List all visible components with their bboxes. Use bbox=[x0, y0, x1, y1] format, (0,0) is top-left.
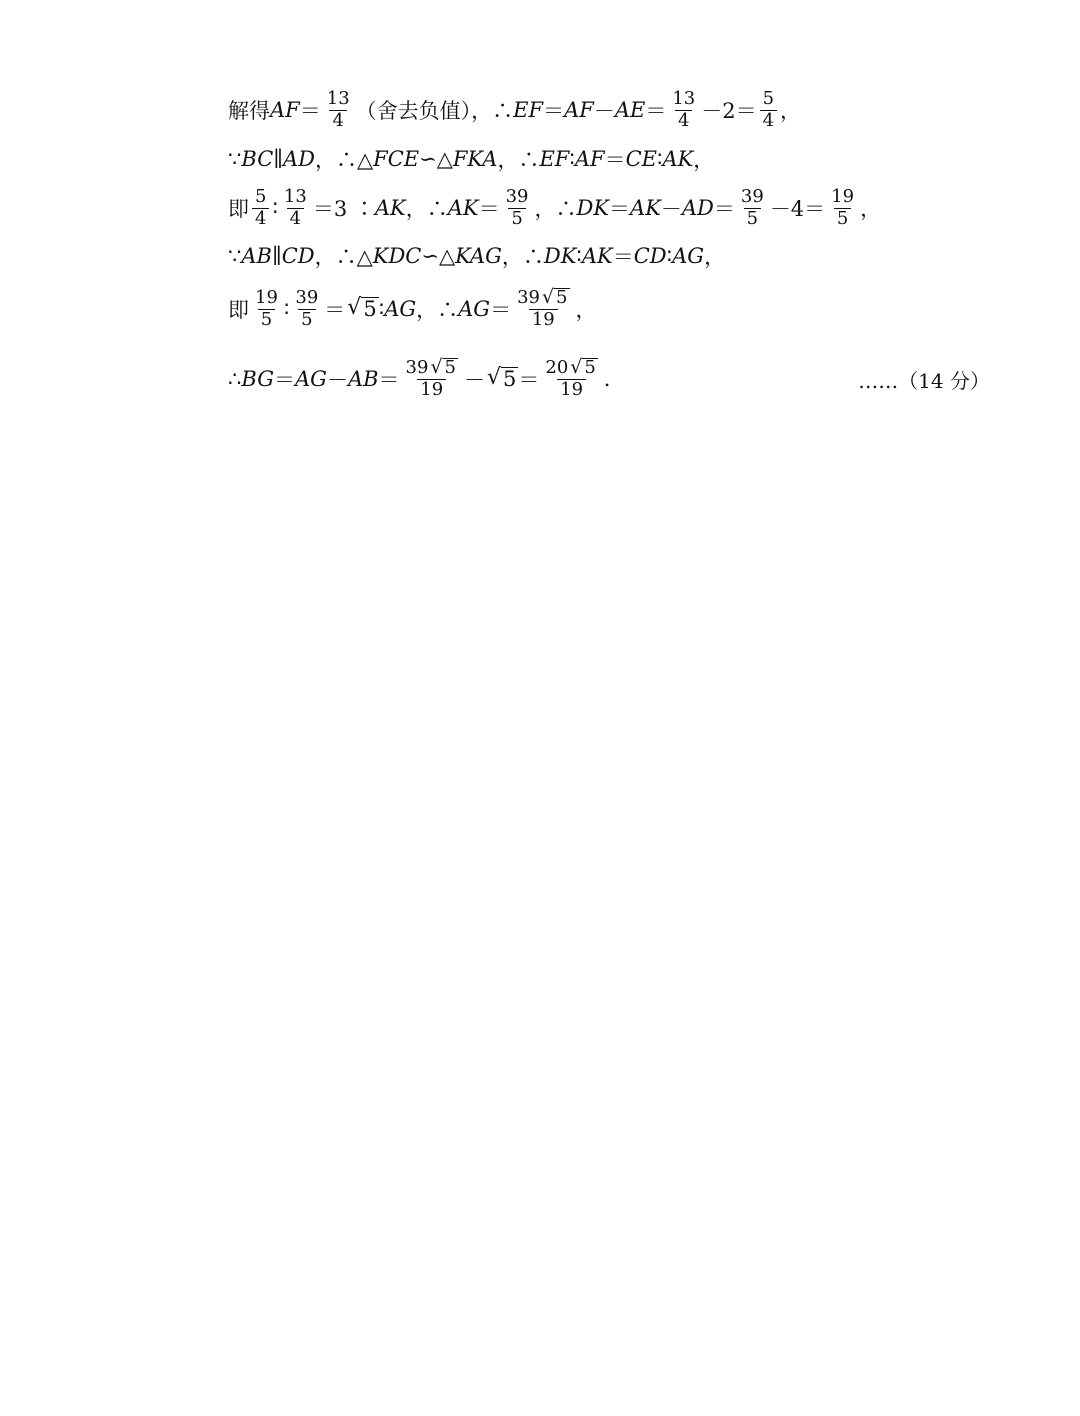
solution-line-4 bbox=[228, 232, 990, 280]
math-text: ，∴△ bbox=[314, 148, 374, 172]
numerator: 5 bbox=[762, 87, 775, 109]
fraction bbox=[503, 187, 532, 229]
solution-line-2 bbox=[228, 135, 990, 183]
math-text: ∶ bbox=[576, 244, 582, 268]
numerator: 39 bbox=[505, 185, 529, 207]
math-text: － bbox=[660, 197, 682, 221]
math-text: －4＝ bbox=[769, 197, 826, 221]
math-text: ＝ bbox=[273, 368, 295, 392]
fraction bbox=[738, 187, 767, 229]
numerator: 19 bbox=[255, 286, 278, 308]
numerator bbox=[403, 355, 461, 379]
math-variable: AF bbox=[564, 98, 594, 122]
math-variable: DK bbox=[576, 196, 610, 220]
fraction bbox=[252, 187, 269, 229]
math-text: ＝ bbox=[324, 298, 346, 322]
denominator: 4 bbox=[287, 208, 304, 230]
math-text: ＝ bbox=[713, 197, 735, 221]
score-note: ……（14 分） bbox=[858, 368, 990, 393]
numerator bbox=[542, 355, 600, 379]
math-text: ， bbox=[575, 298, 597, 322]
denominator: 5 bbox=[744, 208, 761, 230]
numerator-coefficient: 39 bbox=[517, 286, 540, 308]
math-variable: AF bbox=[574, 147, 605, 171]
radical-sign: √ bbox=[347, 295, 362, 321]
math-text: ，∴ bbox=[416, 298, 459, 322]
math-text: ，∴△ bbox=[314, 245, 373, 269]
numerator: 13 bbox=[283, 185, 307, 207]
math-text: ∥ bbox=[271, 244, 282, 268]
math-text: ，∴ bbox=[534, 197, 577, 221]
denominator: 4 bbox=[760, 110, 777, 132]
math-variable: AK bbox=[581, 244, 613, 268]
math-text: ＝3 ∶ bbox=[312, 197, 375, 221]
math-text: ＝ bbox=[490, 298, 512, 322]
math-text: － bbox=[593, 99, 615, 123]
math-variable: AK bbox=[662, 147, 694, 171]
math-text: ∵ bbox=[228, 244, 242, 268]
math-variable: EF bbox=[539, 147, 570, 171]
math-text: ∶ bbox=[656, 147, 663, 171]
math-variable: FCE bbox=[373, 147, 420, 171]
math-variable: AD bbox=[282, 147, 315, 171]
math-text: ＝ bbox=[478, 197, 500, 221]
denominator: 19 bbox=[557, 379, 586, 401]
math-text: 解得 bbox=[228, 99, 270, 123]
math-text: ∥ bbox=[273, 147, 283, 171]
math-text: ＝ bbox=[645, 99, 667, 123]
math-text: 即 bbox=[228, 197, 249, 221]
math-text: ， bbox=[780, 99, 802, 123]
math-variable: CD bbox=[633, 244, 667, 268]
math-text: ∶ bbox=[283, 297, 290, 321]
numerator: 5 bbox=[255, 185, 267, 207]
math-text: ， bbox=[860, 197, 882, 221]
math-text: ，∴ bbox=[501, 245, 544, 269]
fraction bbox=[828, 187, 857, 229]
math-variable: CE bbox=[625, 147, 657, 171]
sqrt-4-11 bbox=[542, 285, 570, 308]
numerator-coefficient: 20 bbox=[545, 356, 569, 378]
math-text: － bbox=[463, 368, 485, 392]
math-text: ∶ bbox=[666, 244, 673, 268]
radicand: 5 bbox=[556, 286, 568, 308]
math-text: ＝ bbox=[518, 368, 540, 392]
radicand: 5 bbox=[503, 367, 517, 392]
sqrt-5-11 bbox=[570, 355, 598, 378]
denominator: 5 bbox=[298, 309, 315, 331]
numerator bbox=[514, 285, 572, 309]
sqrt-4-5 bbox=[347, 297, 378, 320]
math-text: ＝ bbox=[299, 99, 321, 123]
solution-line-1 bbox=[228, 86, 990, 134]
radicand: 5 bbox=[584, 356, 596, 378]
math-text: －2＝ bbox=[701, 99, 757, 123]
fraction bbox=[542, 355, 600, 400]
math-variable: BG bbox=[241, 367, 274, 391]
numerator: 13 bbox=[672, 87, 696, 109]
sqrt-5-9 bbox=[487, 367, 518, 390]
math-text: ，∴ bbox=[497, 148, 540, 172]
math-text: ，∴ bbox=[405, 197, 448, 221]
radical-sign: √ bbox=[486, 365, 502, 391]
denominator: 5 bbox=[258, 309, 275, 331]
denominator: 5 bbox=[508, 208, 525, 230]
numerator: 39 bbox=[295, 286, 319, 308]
math-variable: AF bbox=[270, 98, 300, 122]
math-variable: DK bbox=[543, 244, 577, 268]
math-text: . bbox=[603, 367, 611, 391]
math-text: ＝ bbox=[604, 148, 626, 172]
math-text: － bbox=[326, 368, 348, 392]
denominator: 19 bbox=[417, 379, 446, 401]
math-variable: AK bbox=[630, 196, 661, 220]
math-text: ＝ bbox=[378, 368, 400, 392]
math-variable: AE bbox=[614, 98, 646, 122]
radicand: 5 bbox=[363, 297, 377, 322]
math-variable: CD bbox=[281, 244, 315, 268]
radical-sign: √ bbox=[570, 355, 583, 378]
math-text: 即 bbox=[228, 298, 249, 322]
math-variable: AG bbox=[458, 297, 491, 321]
math-text: ＝ bbox=[612, 245, 634, 269]
math-variable: AK bbox=[447, 196, 479, 220]
sqrt-5-7 bbox=[430, 355, 458, 378]
fraction bbox=[403, 355, 461, 400]
math-text: ∶ bbox=[272, 196, 278, 220]
math-variable: KDC bbox=[372, 244, 422, 268]
denominator: 5 bbox=[834, 208, 851, 230]
numerator: 19 bbox=[831, 185, 855, 207]
math-text: ， bbox=[704, 245, 726, 269]
fraction bbox=[252, 288, 281, 330]
math-variable: AB bbox=[241, 244, 272, 268]
fraction bbox=[760, 89, 777, 131]
radicand: 5 bbox=[444, 356, 456, 378]
math-variable: AG bbox=[672, 244, 705, 268]
math-text: ∴ bbox=[228, 367, 242, 391]
solution-line-3 bbox=[228, 184, 990, 232]
math-variable: AD bbox=[681, 196, 714, 220]
math-variable: AB bbox=[347, 367, 379, 391]
fraction bbox=[514, 285, 572, 330]
numerator-coefficient: 39 bbox=[405, 356, 429, 378]
math-text: ∽△ bbox=[419, 147, 453, 171]
math-variable: FKA bbox=[452, 147, 498, 171]
solution-line-6 bbox=[228, 355, 990, 403]
fraction bbox=[324, 89, 353, 131]
numerator: 13 bbox=[326, 87, 350, 109]
math-variable: EF bbox=[513, 98, 544, 122]
math-variable: BC bbox=[241, 147, 274, 171]
radical-sign: √ bbox=[542, 285, 555, 308]
math-text: ∽△ bbox=[421, 244, 456, 268]
denominator: 4 bbox=[675, 110, 692, 132]
solution-line-5 bbox=[228, 285, 990, 333]
math-text: ＝ bbox=[609, 197, 631, 221]
denominator: 4 bbox=[252, 208, 269, 230]
math-text: ∶ bbox=[569, 147, 575, 171]
math-text: ∶ bbox=[378, 297, 385, 321]
math-variable: AK bbox=[374, 196, 406, 220]
math-text: ∵ bbox=[228, 147, 242, 171]
fraction bbox=[292, 288, 321, 330]
math-text: ， bbox=[693, 148, 715, 172]
denominator: 4 bbox=[329, 110, 346, 132]
math-variable: AG bbox=[294, 367, 327, 391]
fraction bbox=[281, 187, 310, 229]
numerator: 39 bbox=[740, 185, 764, 207]
denominator: 19 bbox=[529, 309, 558, 331]
radical-sign: √ bbox=[430, 355, 443, 378]
math-variable: KAG bbox=[455, 244, 502, 268]
math-text: （舍去负值），∴ bbox=[355, 99, 514, 123]
fraction bbox=[669, 89, 698, 131]
math-variable: AG bbox=[384, 297, 417, 321]
math-text: ＝ bbox=[543, 99, 565, 123]
